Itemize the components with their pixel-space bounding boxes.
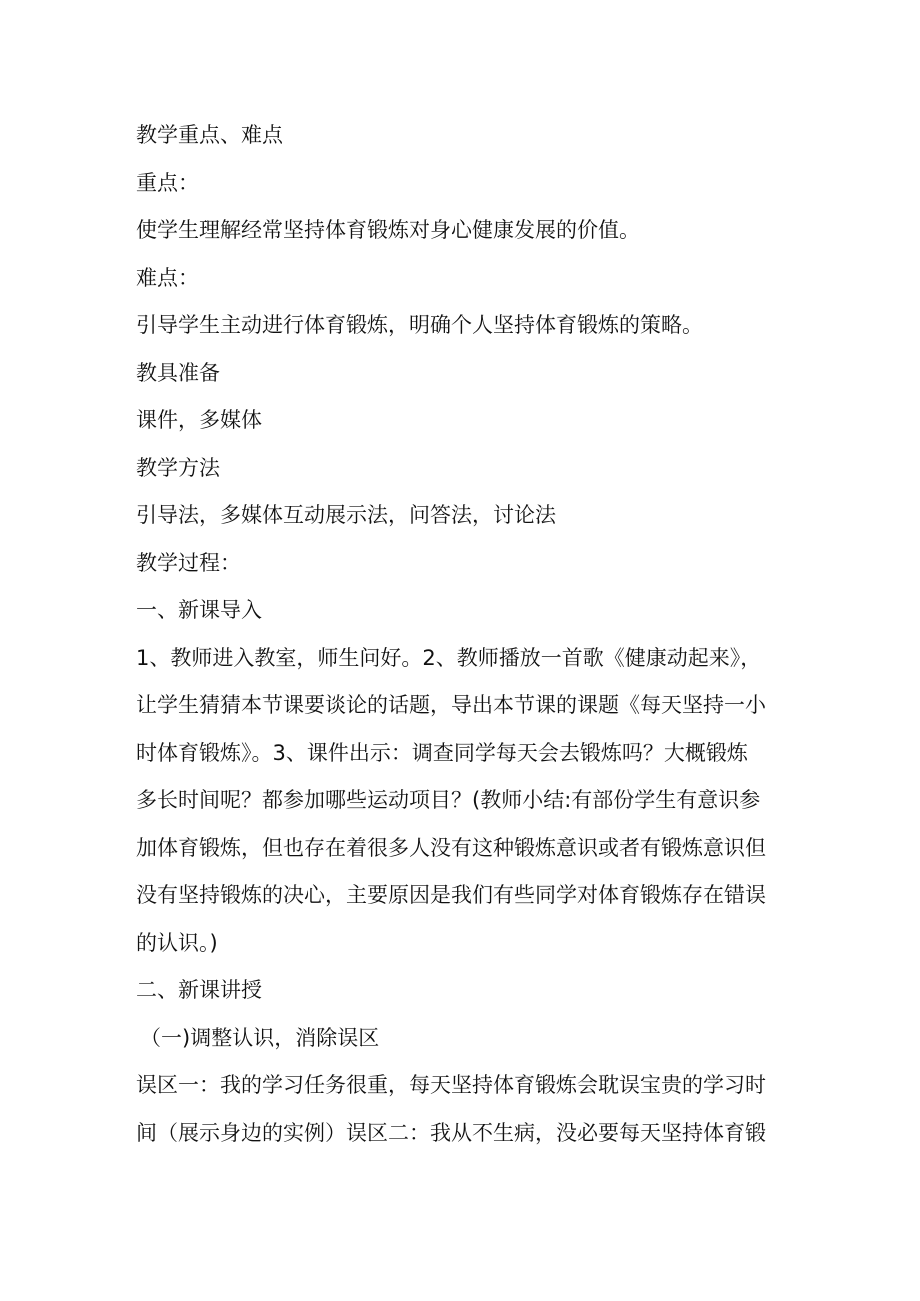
intro-paragraph-line: 让学生猜猜本节课要谈论的话题，导出本节课的课题《每天坚持一小 xyxy=(136,693,766,717)
materials-text: 课件，多媒体 xyxy=(136,408,262,432)
intro-paragraph-line: 时体育锻炼》。3、课件出示：调查同学每天会去锻炼吗？大概锻炼 xyxy=(136,740,748,765)
intro-paragraph-line: 没有坚持锻炼的决心，主要原因是我们有些同学对体育锻炼存在错误 xyxy=(136,883,766,907)
intro-paragraph-line: 多长时间呢？都参加哪些运动项目？(教师小结:有部份学生有意识参 xyxy=(136,788,761,812)
intro-paragraph-line: 加体育锻炼，但也存在着很多人没有这种锻炼意识或者有锻炼意识但 xyxy=(136,835,766,860)
label-difficulty: 难点： xyxy=(136,265,199,290)
subsection-heading-misconceptions: （一)调整认识，消除误区 xyxy=(140,1025,380,1050)
section-heading-process: 教学过程： xyxy=(136,550,241,575)
intro-paragraph-line: 1、教师进入教室，师生问好。2、教师播放一首歌《健康动起来》， xyxy=(136,645,762,670)
section-heading-materials: 教具准备 xyxy=(136,360,220,385)
difficulty-text: 引导学生主动进行体育锻炼，明确个人坚持体育锻炼的策略。 xyxy=(136,313,703,337)
key-point-text: 使学生理解经常坚持体育锻炼对身心健康发展的价值。 xyxy=(136,218,640,242)
label-key-point: 重点： xyxy=(136,170,199,195)
misconception-paragraph-line: 误区一：我的学习任务很重，每天坚持体育锻炼会耽误宝贵的学习时 xyxy=(136,1073,766,1097)
section-heading-focus: 教学重点、难点 xyxy=(136,123,283,147)
section-heading-methods: 教学方法 xyxy=(136,455,220,480)
methods-text: 引导法，多媒体互动展示法，问答法，讨论法 xyxy=(136,503,556,527)
intro-paragraph-line: 的认识。) xyxy=(136,930,218,955)
document-body xyxy=(136,112,788,1157)
subheading-intro: 一、新课导入 xyxy=(136,598,262,622)
misconception-paragraph-line: 间（展示身边的实例）误区二：我从不生病，没必要每天坚持体育锻 xyxy=(136,1120,766,1145)
section-heading-new-lesson: 二、新课讲授 xyxy=(136,978,262,1002)
